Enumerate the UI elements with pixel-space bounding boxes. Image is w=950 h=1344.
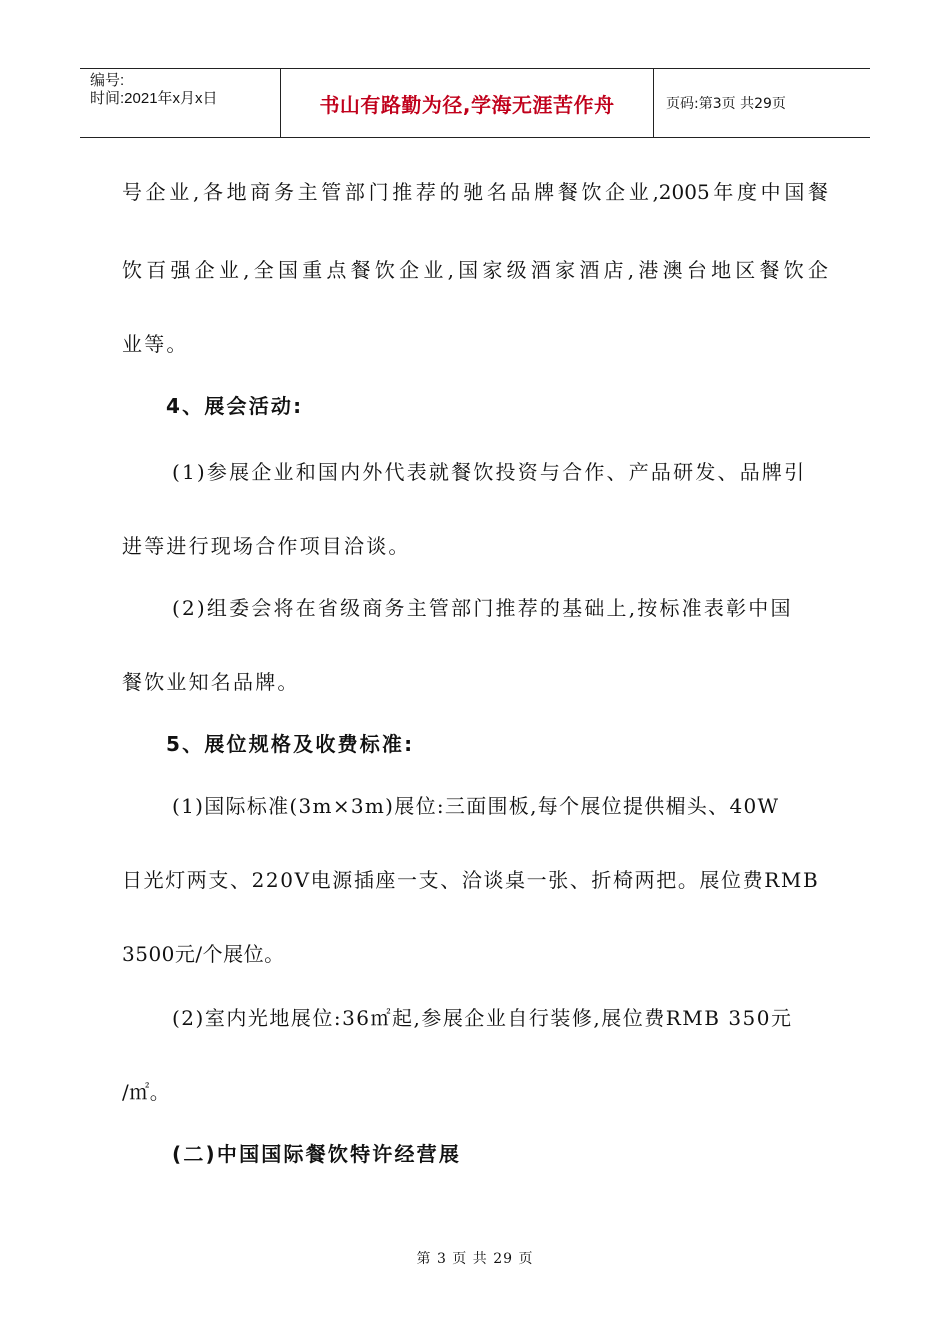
document-date: 时间:2021年x月x日 xyxy=(90,90,218,107)
header-motto: 书山有路勤为径,学海无涯苦作舟 xyxy=(281,69,654,137)
paragraph-line: 进等进行现场合作项目洽谈。 xyxy=(122,534,411,558)
paragraph-line: 3500元/个展位。 xyxy=(122,942,285,966)
paragraph-line: 业等。 xyxy=(122,332,189,356)
paragraph-line: (2)组委会将在省级商务主管部门推荐的基础上,按标准表彰中国 xyxy=(172,596,793,620)
paragraph-line: (1)参展企业和国内外代表就餐饮投资与合作、产品研发、品牌引 xyxy=(172,460,807,484)
header-meta xyxy=(80,69,281,137)
paragraph-line: (1)国际标准(3m×3m)展位:三面围板,每个展位提供楣头、40W xyxy=(172,794,780,818)
section-heading: 4、展会活动: xyxy=(166,394,304,418)
section-heading: 5、展位规格及收费标准: xyxy=(166,732,415,756)
section-heading: (二)中国国际餐饮特许经营展 xyxy=(172,1142,462,1166)
page-footer: 第 3 页 共 29 页 xyxy=(416,1251,534,1267)
paragraph-line: 号企业,各地商务主管部门推荐的驰名品牌餐饮企业,2005年度中国餐 xyxy=(122,180,828,204)
paragraph-line: 日光灯两支、220V电源插座一支、洽谈桌一张、折椅两把。展位费RMB xyxy=(122,868,820,892)
header-page-info: 页码:第3页 共29页 xyxy=(666,96,786,112)
paragraph-line: (2)室内光地展位:36㎡起,参展企业自行装修,展位费RMB 350元 xyxy=(172,1006,793,1030)
paragraph-line: /㎡。 xyxy=(122,1080,171,1104)
page-header xyxy=(80,68,870,138)
paragraph-line: 饮百强企业,全国重点餐饮企业,国家级酒家酒店,港澳台地区餐饮企 xyxy=(122,258,828,282)
paragraph-line: 餐饮业知名品牌。 xyxy=(122,670,300,694)
document-number-label: 编号: xyxy=(90,72,125,89)
